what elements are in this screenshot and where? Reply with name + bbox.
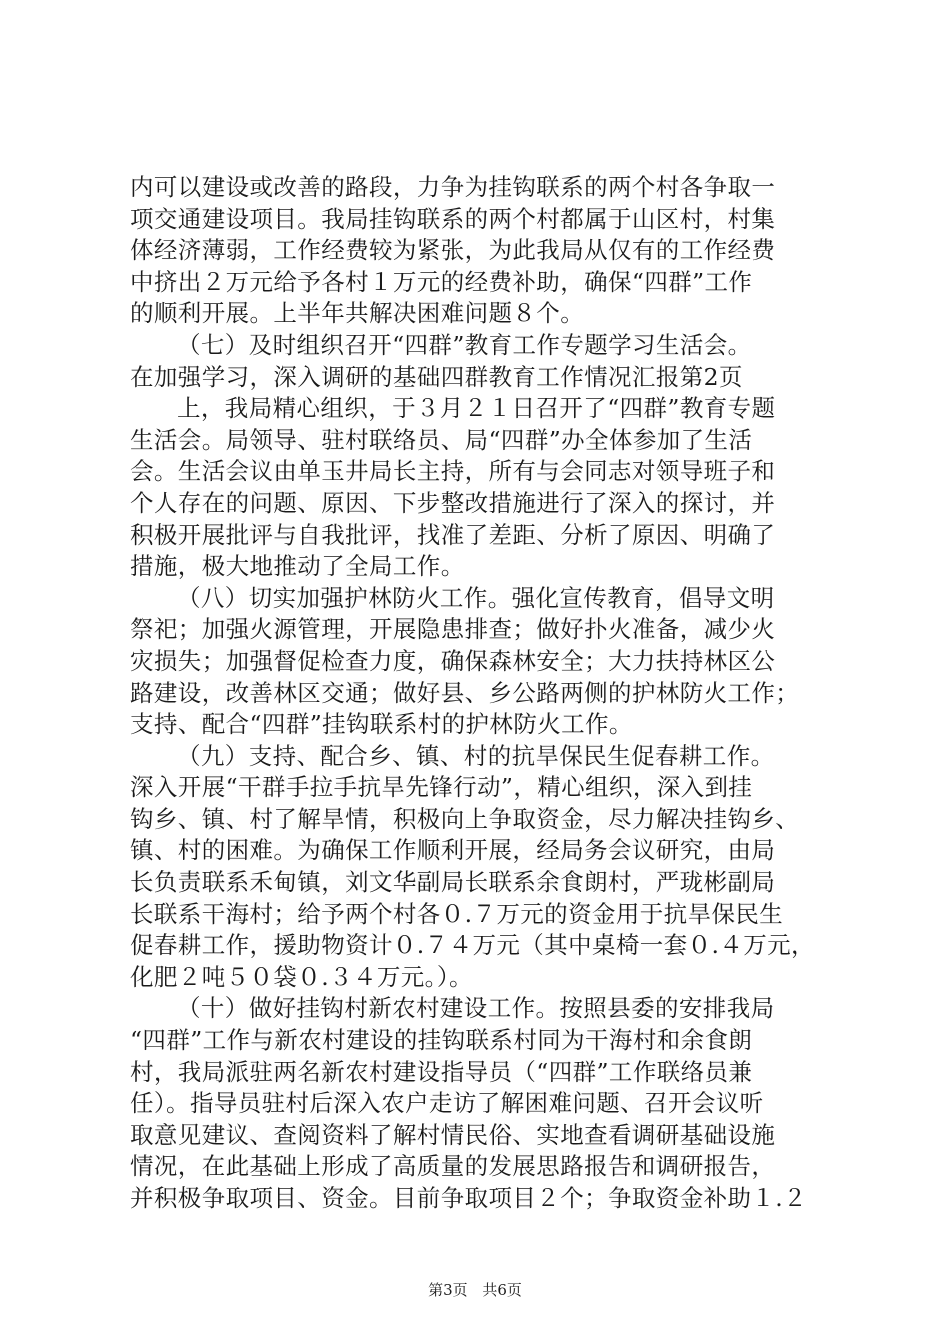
text-line: 并积极争取项目、资金。目前争取项目２个；争取资金补助１.２: [130, 1184, 808, 1212]
text-line: 的顺利开展。上半年共解决困难问题８个。: [130, 299, 585, 328]
text-line: 情况，在此基础上形成了高质量的发展思路报告和调研报告，: [130, 1152, 776, 1181]
text-line: 在加强学习，深入调研的基础四群教育工作情况汇报第2页: [130, 362, 743, 391]
text-line: 积极开展批评与自我批评，找准了差距、分析了原因、明确了: [130, 520, 776, 549]
text-line: 中挤出２万元给予各村１万元的经费补助，确保“四群”工作: [130, 267, 753, 296]
text-line: 钩乡、镇、村了解旱情，积极向上争取资金，尽力解决挂钩乡、: [130, 804, 800, 833]
text-line: 长负责联系禾甸镇，刘文华副局长联系余食朗村，严珑彬副局: [130, 868, 776, 897]
page-total: 共6页: [482, 1281, 522, 1299]
text-line: 灾损失；加强督促检查力度，确保森林安全；大力扶持林区公: [130, 646, 776, 675]
text-line: 会。生活会议由单玉井局长主持，所有与会同志对领导班子和: [130, 457, 776, 486]
text-line: （十）做好挂钩村新农村建设工作。按照县委的安排我局: [177, 994, 775, 1023]
text-line: 项交通建设项目。我局挂钩联系的两个村都属于山区村，村集: [130, 204, 776, 233]
text-line: 上，我局精心组织，于３月２１日召开了“四群”教育专题: [177, 394, 776, 423]
text-line: 深入开展“干群手拉手抗旱先锋行动”，精心组织，深入到挂: [130, 773, 753, 802]
page-number: 第3页: [428, 1281, 468, 1299]
text-line: 促春耕工作，援助物资计０.７４万元（其中桌椅一套０.４万元，: [130, 931, 815, 960]
text-line: 路建设，改善林区交通；做好县、乡公路两侧的护林防火工作；: [130, 678, 800, 707]
text-line: （九）支持、配合乡、镇、村的抗旱保民生促春耕工作。: [177, 741, 775, 770]
text-line: “四群”工作与新农村建设的挂钩联系村同为干海村和余食朗: [130, 1026, 753, 1055]
text-line: （八）切实加强护林防火工作。强化宣传教育，倡导文明: [177, 583, 775, 612]
text-line: 化肥２吨５０袋０.３４万元。）。: [130, 962, 473, 991]
text-line: 取意见建议、查阅资料了解村情民俗、实地查看调研基础设施: [130, 1120, 776, 1149]
page-footer: [0, 1280, 950, 1300]
text-line: （七）及时组织召开“四群”教育工作专题学习生活会。: [177, 330, 752, 359]
text-line: 措施，极大地推动了全局工作。: [130, 552, 465, 581]
text-line: 生活会。局领导、驻村联络员、局“四群”办全体参加了生活: [130, 425, 753, 454]
text-line: 镇、村的困难。为确保工作顺利开展，经局务会议研究，由局: [130, 836, 776, 865]
text-line: 祭祀；加强火源管理，开展隐患排查；做好扑火准备，减少火: [130, 615, 776, 644]
text-line: 内可以建设或改善的路段，力争为挂钩联系的两个村各争取一: [130, 173, 776, 201]
text-line: 长联系干海村；给予两个村各０.７万元的资金用于抗旱保民生: [130, 899, 784, 928]
text-line: 任）。指导员驻村后深入农户走访了解困难问题、召开会议听: [130, 1089, 764, 1118]
text-line: 体经济薄弱，工作经费较为紧张，为此我局从仅有的工作经费: [130, 236, 776, 265]
text-line: 个人存在的问题、原因、下步整改措施进行了深入的探讨，并: [130, 488, 776, 517]
document-body: [130, 172, 830, 1215]
text-line: 村，我局派驻两名新农村建设指导员（“四群”工作联络员兼: [130, 1057, 753, 1086]
text-line: 支持、配合“四群”挂钩联系村的护林防火工作。: [130, 710, 633, 739]
